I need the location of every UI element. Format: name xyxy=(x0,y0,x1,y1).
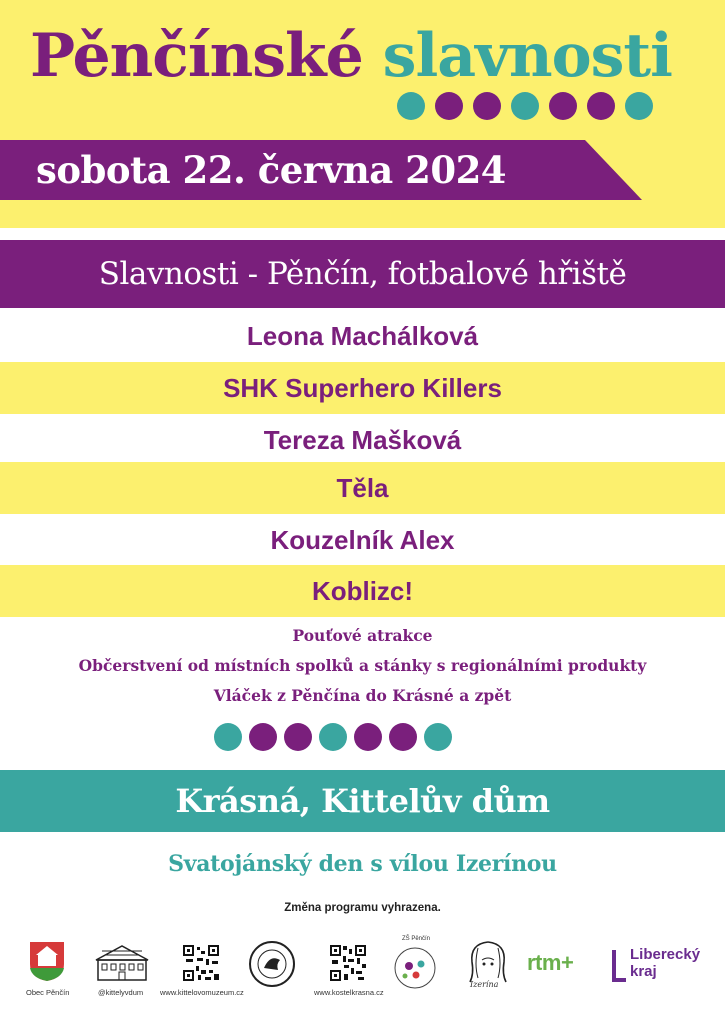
dot xyxy=(284,723,312,751)
venue-second: Krásná, Kittelův dům xyxy=(175,782,550,820)
house-drawing-icon xyxy=(92,942,152,984)
performer: Kouzelník Alex xyxy=(0,514,725,566)
dot xyxy=(435,92,463,120)
decor-dots-top xyxy=(397,92,653,120)
dot xyxy=(424,723,452,751)
qr-code-icon xyxy=(182,944,220,982)
title-part1: Pěnčínské xyxy=(30,21,363,91)
page-title xyxy=(30,16,672,96)
dot xyxy=(319,723,347,751)
program-note: Změna programu vyhrazena. xyxy=(284,902,441,914)
extra-item: Občerstvení od místních spolků a stánky s regionálními produkty xyxy=(78,656,647,675)
kraj-mark-icon xyxy=(610,948,628,982)
performer: Koblizc! xyxy=(0,565,725,617)
dot xyxy=(397,92,425,120)
extra-item: Vláček z Pěnčína do Krásné a zpět xyxy=(213,686,512,705)
performer: SHK Superhero Killers xyxy=(0,362,725,414)
title-part2: slavnosti xyxy=(382,21,672,91)
dot xyxy=(249,723,277,751)
dot xyxy=(354,723,382,751)
kittel-caption: @kittelуvdum xyxy=(98,988,144,997)
rtm-logo: rtm+ xyxy=(527,950,574,975)
venue-main: Slavnosti - Pěnčín, fotbalové hřiště xyxy=(98,256,627,292)
dot xyxy=(625,92,653,120)
second-event: Svatojánský den s vílou Izerínou xyxy=(168,851,557,877)
dot xyxy=(549,92,577,120)
coat-of-arms-icon xyxy=(28,940,66,982)
school-logo-icon xyxy=(392,938,438,992)
izerina-text: Izerína xyxy=(470,980,499,989)
event-date: sobota 22. června 2024 xyxy=(36,148,507,192)
dot xyxy=(511,92,539,120)
zs-text: ZŠ Pěnčín xyxy=(402,936,431,942)
museum-seal-icon xyxy=(248,940,296,988)
decor-dots-mid xyxy=(214,723,452,751)
qr-code-icon xyxy=(329,944,367,982)
kraj-line2: kraj xyxy=(630,963,657,980)
dot xyxy=(587,92,615,120)
performer: Těla xyxy=(0,462,725,514)
performer: Leona Machálková xyxy=(0,310,725,362)
dot xyxy=(473,92,501,120)
performer: Tereza Mašková xyxy=(0,414,725,466)
dot xyxy=(389,723,417,751)
museum-seal-text xyxy=(246,991,254,992)
extra-item: Pouťové atrakce xyxy=(292,626,433,645)
dot xyxy=(214,723,242,751)
kostel-url: www.kostelkrasna.cz xyxy=(314,988,384,997)
museum-url: www.kittelovomuzeum.cz xyxy=(160,988,244,997)
kraj-line1: Liberecký xyxy=(630,946,701,963)
obec-caption: Obec Pěnčín xyxy=(26,988,70,997)
sponsor-logos xyxy=(0,936,725,1016)
